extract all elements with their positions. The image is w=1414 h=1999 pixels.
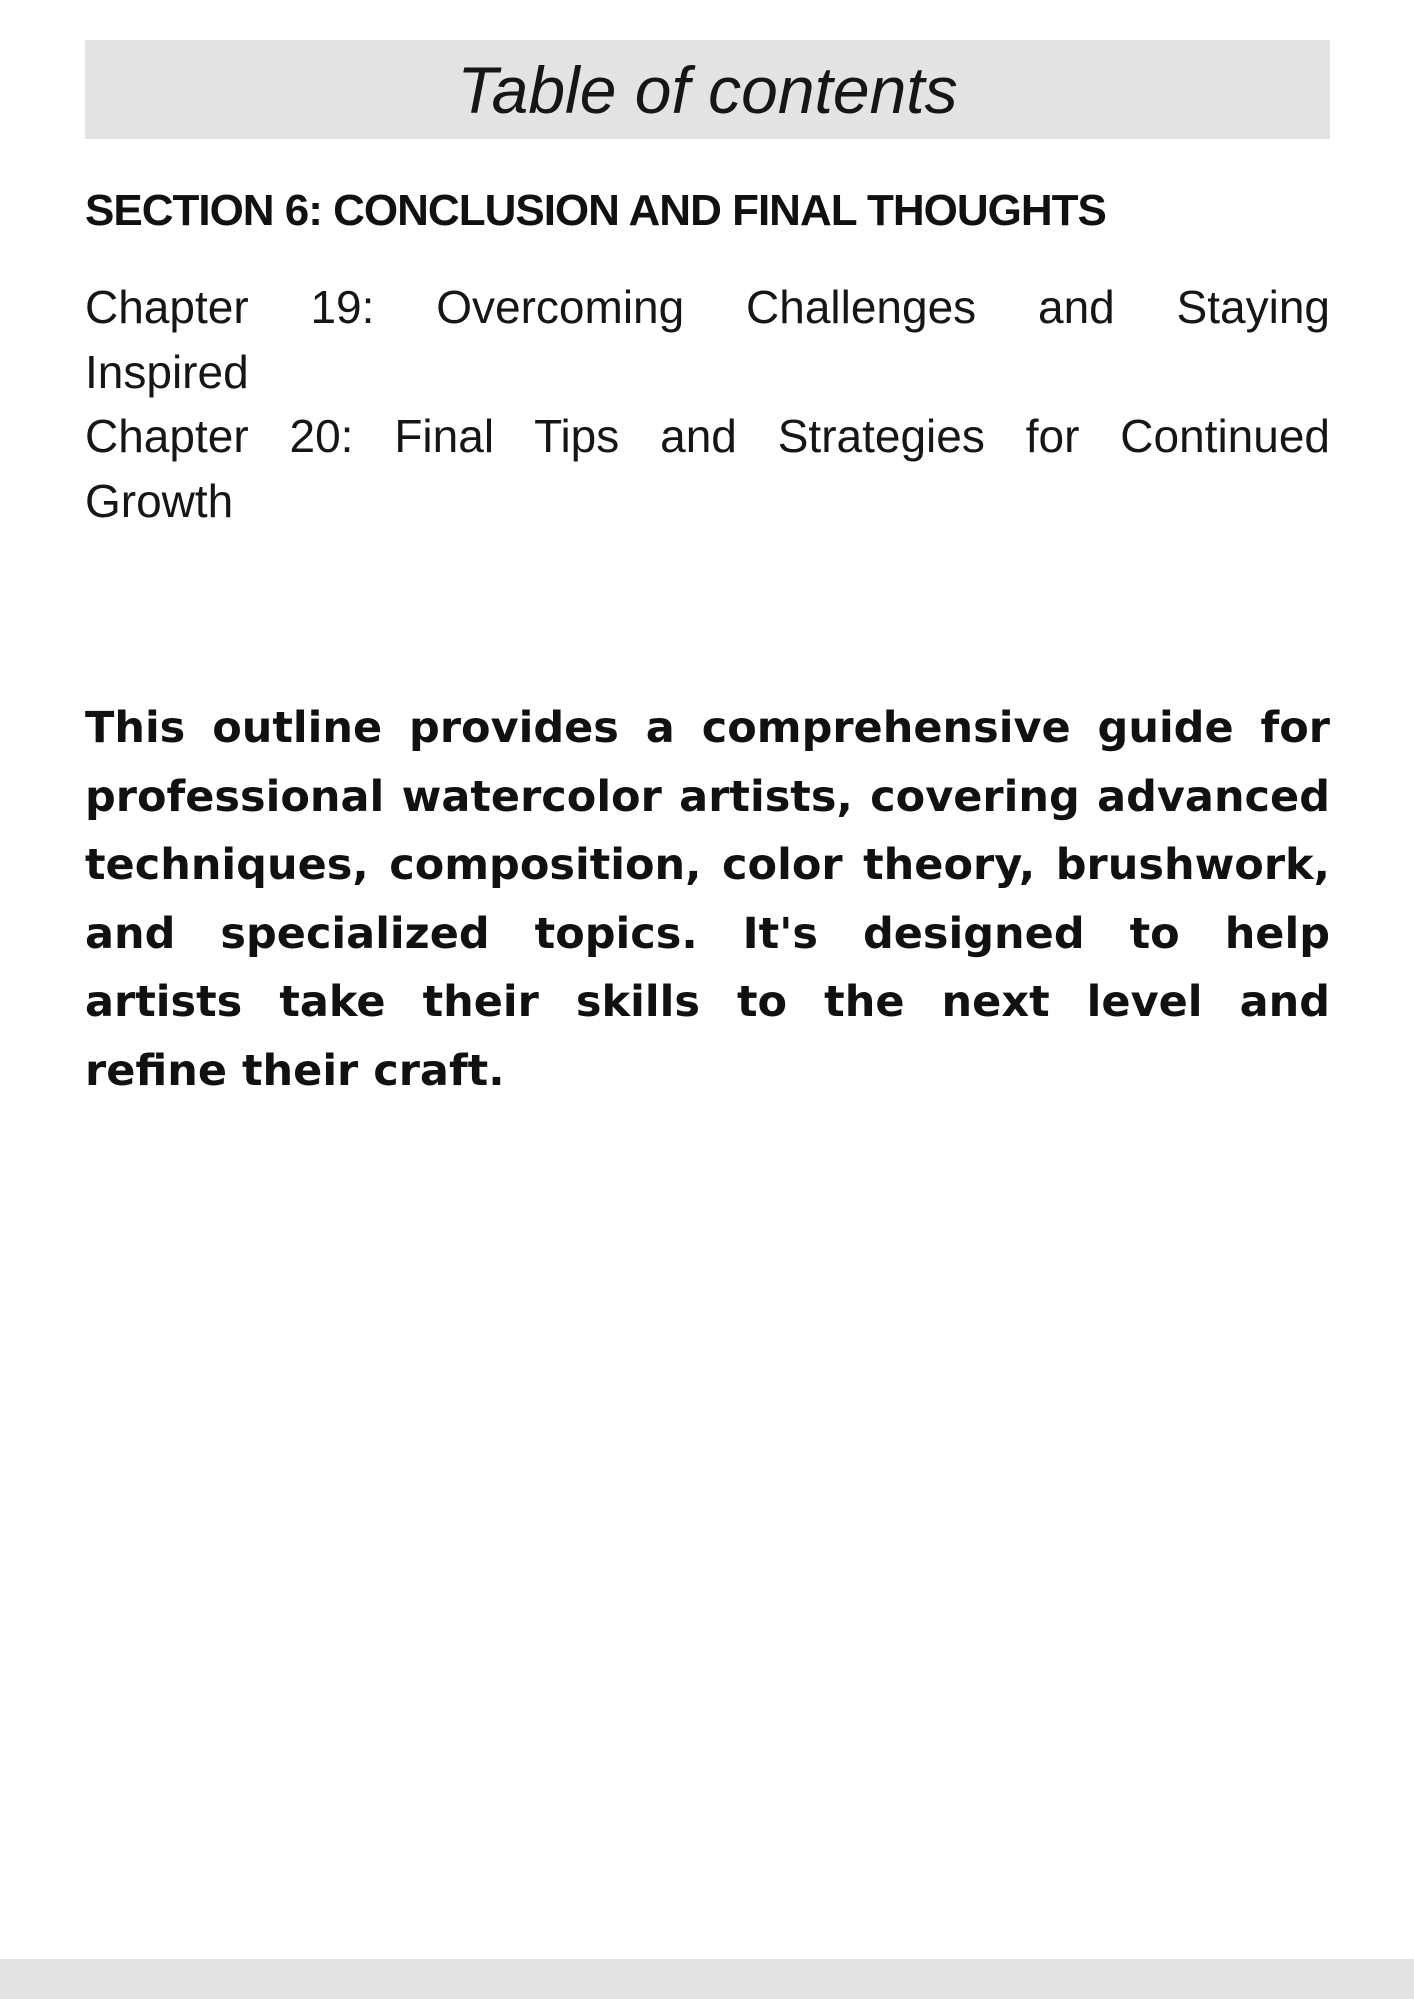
paragraph-line: and specialized topics. It's designed to help bbox=[85, 908, 1330, 959]
paragraph-line: This outline provides a comprehensive guide for bbox=[85, 703, 1330, 753]
paragraph-line: refine their craft. bbox=[85, 1045, 505, 1096]
page-title: Table of contents bbox=[457, 52, 958, 127]
chapter-list bbox=[85, 275, 1330, 533]
chapter-line: Inspired bbox=[85, 345, 249, 398]
paragraph-line: techniques, composition, color theory, brushwork, bbox=[85, 840, 1330, 890]
paragraph-line: professional watercolor artists, covering advanced bbox=[85, 771, 1330, 822]
section-heading: SECTION 6: CONCLUSION AND FINAL THOUGHTS bbox=[85, 186, 1106, 235]
chapter-line: Chapter 20: Final Tips and Strategies for Continued bbox=[85, 410, 1330, 462]
footer-band bbox=[0, 1959, 1414, 1999]
chapter-line: Growth bbox=[85, 474, 234, 527]
chapter-line: Chapter 19: Overcoming Challenges and Staying bbox=[85, 281, 1330, 333]
paragraph-line: artists take their skills to the next level and bbox=[85, 977, 1330, 1027]
outro-paragraph bbox=[85, 694, 1330, 1105]
toc-header-band bbox=[85, 40, 1330, 139]
